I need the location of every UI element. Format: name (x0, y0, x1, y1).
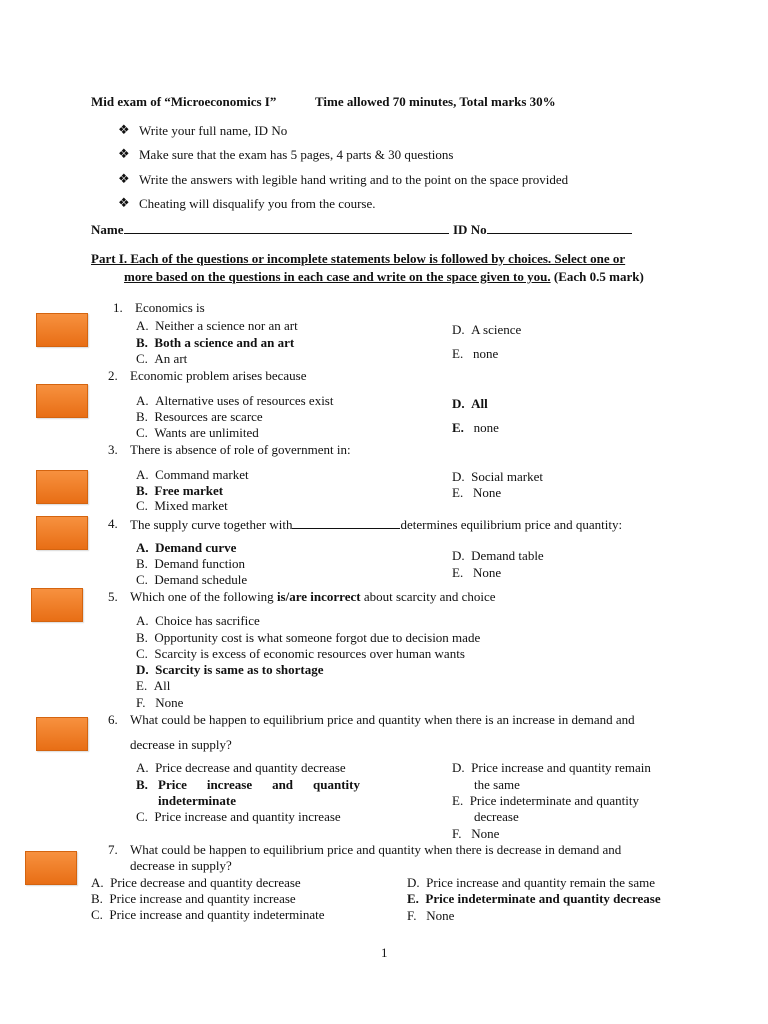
name-field[interactable] (91, 221, 449, 238)
option-b: B. Demand function (136, 556, 246, 571)
id-field[interactable] (453, 221, 632, 238)
question-text: Which one of the following is/are incorrect about scarcity and choice (130, 589, 496, 604)
answer-box-q7[interactable] (25, 851, 77, 885)
question-text: There is absence of role of government in: (130, 442, 351, 457)
option-f: F. None (136, 695, 184, 710)
answer-box-q4[interactable] (36, 516, 88, 550)
name-label: Name (91, 222, 124, 237)
option-a: A. Command market (136, 467, 249, 482)
instruction-item: Make sure that the exam has 5 pages, 4 parts & 30 questions (139, 147, 454, 162)
option-c: C. Demand schedule (136, 572, 248, 587)
time-and-marks: Time allowed 70 minutes, Total marks 30% (315, 94, 556, 109)
part1-heading-line1: Part I. Each of the questions or incomplete statements below is followed by choices. Select one or (91, 251, 626, 266)
option-e-cont: decrease (474, 809, 519, 824)
part1-marks: (Each 0.5 mark) (553, 269, 644, 284)
option-a: A. Demand curve (136, 540, 237, 555)
question-text: What could be happen to equilibrium price and quantity when there is decrease in demand and (130, 842, 622, 857)
diamond-bullet-icon: ❖ (118, 196, 130, 211)
question-text-cont: decrease in supply? (130, 737, 232, 752)
option-d: D. Social market (452, 469, 543, 484)
option-e: E. Price indeterminate and quantity decrease (407, 891, 661, 906)
part1-heading-line2 (124, 269, 644, 285)
option-d: D. A science (452, 322, 522, 337)
option-b: B. Free market (136, 483, 224, 498)
option-d: D. All (452, 396, 488, 411)
option-b: B. Both a science and an art (136, 335, 295, 350)
answer-box-q5[interactable] (31, 588, 83, 622)
option-b: B. Resources are scarce (136, 409, 263, 424)
option-a: A. Price decrease and quantity decrease (91, 875, 301, 890)
option-a: A. Choice has sacrifice (136, 613, 260, 628)
question-text-cont: decrease in supply? (130, 858, 232, 873)
option-d-cont: the same (474, 777, 520, 792)
option-c: C. Price increase and quantity increase (136, 809, 341, 824)
answer-box-q1[interactable] (36, 313, 88, 347)
option-b-text: Price increase and quantity (158, 777, 360, 792)
id-label: ID No (453, 222, 487, 237)
id-blank[interactable] (487, 221, 632, 234)
option-b-text-cont: indeterminate (158, 793, 236, 808)
option-c: C. Wants are unlimited (136, 425, 259, 440)
instruction-item: Write the answers with legible hand writing and to the point on the space provided (139, 172, 569, 187)
option-e: E. none (452, 346, 499, 361)
question-number: 2. (108, 368, 118, 383)
page-number: 1 (381, 945, 388, 960)
option-e: E. Price indeterminate and quantity (452, 793, 640, 808)
answer-box-q2[interactable] (36, 384, 88, 418)
option-e: E. None (452, 565, 502, 580)
option-f: F. None (407, 908, 455, 923)
option-c: C. An art (136, 351, 188, 366)
answer-box-q3[interactable] (36, 470, 88, 504)
part1-heading-text: more based on the questions in each case and write on the space given to you. (124, 269, 551, 284)
option-e: E. none (452, 420, 499, 435)
option-d: D. Demand table (452, 548, 544, 563)
option-a: A. Alternative uses of resources exist (136, 393, 334, 408)
question-number: 6. (108, 712, 118, 727)
diamond-bullet-icon: ❖ (118, 172, 130, 187)
option-b: B. Price increase and quantity increase (91, 891, 296, 906)
question-text: The supply curve together with determines equilibrium price and quantity: (130, 517, 623, 532)
diamond-bullet-icon: ❖ (118, 123, 130, 138)
option-e: E. None (452, 485, 502, 500)
question-number: 7. (108, 842, 118, 857)
option-c: C. Price increase and quantity indeterminate (91, 907, 325, 922)
fill-blank[interactable] (292, 516, 400, 529)
instruction-item: Cheating will disqualify you from the course. (139, 196, 376, 211)
exam-title: Mid exam of “Microeconomics I” (91, 94, 277, 109)
option-d: D. Price increase and quantity remain the same (407, 875, 655, 890)
answer-box-q6[interactable] (36, 717, 88, 751)
question-text: What could be happen to equilibrium price and quantity when there is an increase in demand and (130, 712, 635, 727)
question-text: Economics is (135, 300, 205, 315)
question-number: 5. (108, 589, 118, 604)
name-blank[interactable] (124, 221, 449, 234)
question-number: 3. (108, 442, 118, 457)
question-text: Economic problem arises because (130, 368, 307, 383)
option-b: B. (136, 777, 148, 792)
option-c: C. Mixed market (136, 498, 228, 513)
option-e: E. All (136, 678, 171, 693)
question-number: 1. (113, 300, 123, 315)
option-a: A. Neither a science nor an art (136, 318, 298, 333)
option-f: F. None (452, 826, 500, 841)
diamond-bullet-icon: ❖ (118, 147, 130, 162)
instruction-item: Write your full name, ID No (139, 123, 288, 138)
question-number: 4. (108, 516, 118, 531)
option-a: A. Price decrease and quantity decrease (136, 760, 346, 775)
option-d: D. Scarcity is same as to shortage (136, 662, 324, 677)
option-b: B. Opportunity cost is what someone forgot due to decision made (136, 630, 481, 645)
option-d: D. Price increase and quantity remain (452, 760, 651, 775)
option-c: C. Scarcity is excess of economic resources over human wants (136, 646, 465, 661)
